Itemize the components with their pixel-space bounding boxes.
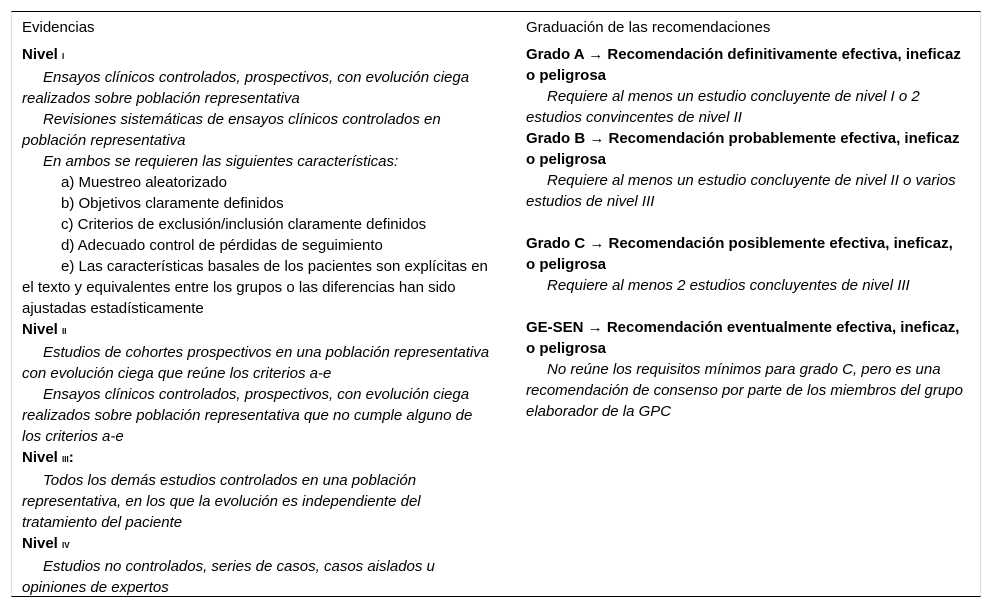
criteria-item: d) Adecuado control de pérdidas de seguimiento bbox=[61, 237, 383, 254]
grade-c-description: Requiere al menos 2 estudios concluyentes de nivel III bbox=[547, 277, 910, 294]
level-2-heading bbox=[22, 319, 492, 342]
evidence-item: Estudios no controlados, series de casos, casos aislados u opiniones de expertos bbox=[22, 558, 435, 596]
evidence-item: Ensayos clínicos controlados, prospectivos, con evolución ciega realizados sobre población representativa bbox=[22, 69, 470, 107]
level-suffix: : bbox=[68, 449, 74, 466]
grade-c-title: Grado C → Recomendación posiblemente efectiva, ineficaz, o peligrosa bbox=[526, 235, 953, 273]
criteria-item: c) Criterios de exclusión/inclusión claramente definidos bbox=[61, 216, 427, 233]
grade-a-title: Grado A → Recomendación definitivamente efectiva, ineficaz o peligrosa bbox=[526, 46, 961, 84]
grade-b-title: Grado B → Recomendación probablemente efectiva, ineficaz o peligrosa bbox=[526, 130, 960, 168]
grading-column bbox=[526, 17, 966, 422]
grade-b-description: Requiere al menos un estudio concluyente de nivel II o varios estudios de nivel III bbox=[526, 172, 956, 210]
grade-gesen-description: No reúne los requisitos mínimos para grado C, pero es una recomendación de consenso por parte de los miembros del grupo elaborador de la GPC bbox=[526, 361, 963, 420]
level-numeral: IV bbox=[62, 541, 70, 550]
level-label: Nivel bbox=[22, 449, 58, 466]
level-3-heading bbox=[22, 447, 492, 470]
level-label: Nivel bbox=[22, 535, 58, 552]
grade-gesen-title: GE-SEN → Recomendación eventualmente efectiva, ineficaz, o peligrosa bbox=[526, 319, 960, 357]
evidence-item: Revisiones sistemáticas de ensayos clínicos controlados en población representativa bbox=[22, 111, 441, 149]
evidence-header: Evidencias bbox=[22, 19, 95, 36]
evidence-item: Estudios de cohortes prospectivos en una población representativa con evolución ciega que reúne los criterios a-e bbox=[22, 344, 490, 382]
criteria-item: e) Las características basales de los pacientes son explícitas en el texto y equivalentes entre los grupos o las diferencias han sido ajustadas estadísticamente bbox=[22, 258, 488, 317]
grade-a-description: Requiere al menos un estudio concluyente de nivel I o 2 estudios convincentes de nivel II bbox=[526, 88, 920, 126]
level-4-heading bbox=[22, 533, 492, 556]
spacer bbox=[526, 212, 966, 233]
criteria-item: b) Objetivos claramente definidos bbox=[61, 195, 284, 212]
evidence-column bbox=[22, 17, 492, 598]
criteria-item: a) Muestreo aleatorizado bbox=[61, 174, 227, 191]
evidence-item: En ambos se requieren las siguientes características: bbox=[43, 153, 399, 170]
level-numeral: I bbox=[62, 52, 65, 61]
level-label: Nivel bbox=[22, 46, 58, 63]
level-numeral: II bbox=[62, 327, 67, 336]
evidence-item: Ensayos clínicos controlados, prospectivos, con evolución ciega realizados sobre población representativa que no cumple alguno de los criterios a-e bbox=[22, 386, 473, 445]
level-label: Nivel bbox=[22, 321, 58, 338]
spacer bbox=[526, 296, 966, 317]
evidence-item: Todos los demás estudios controlados en una población representativa, en los que la evolución es independiente del tratamiento del paciente bbox=[22, 472, 421, 531]
grading-header: Graduación de las recomendaciones bbox=[526, 19, 771, 36]
level-numeral: III bbox=[62, 455, 69, 464]
level-1-heading bbox=[22, 44, 492, 67]
evidence-grading-table bbox=[11, 11, 981, 597]
